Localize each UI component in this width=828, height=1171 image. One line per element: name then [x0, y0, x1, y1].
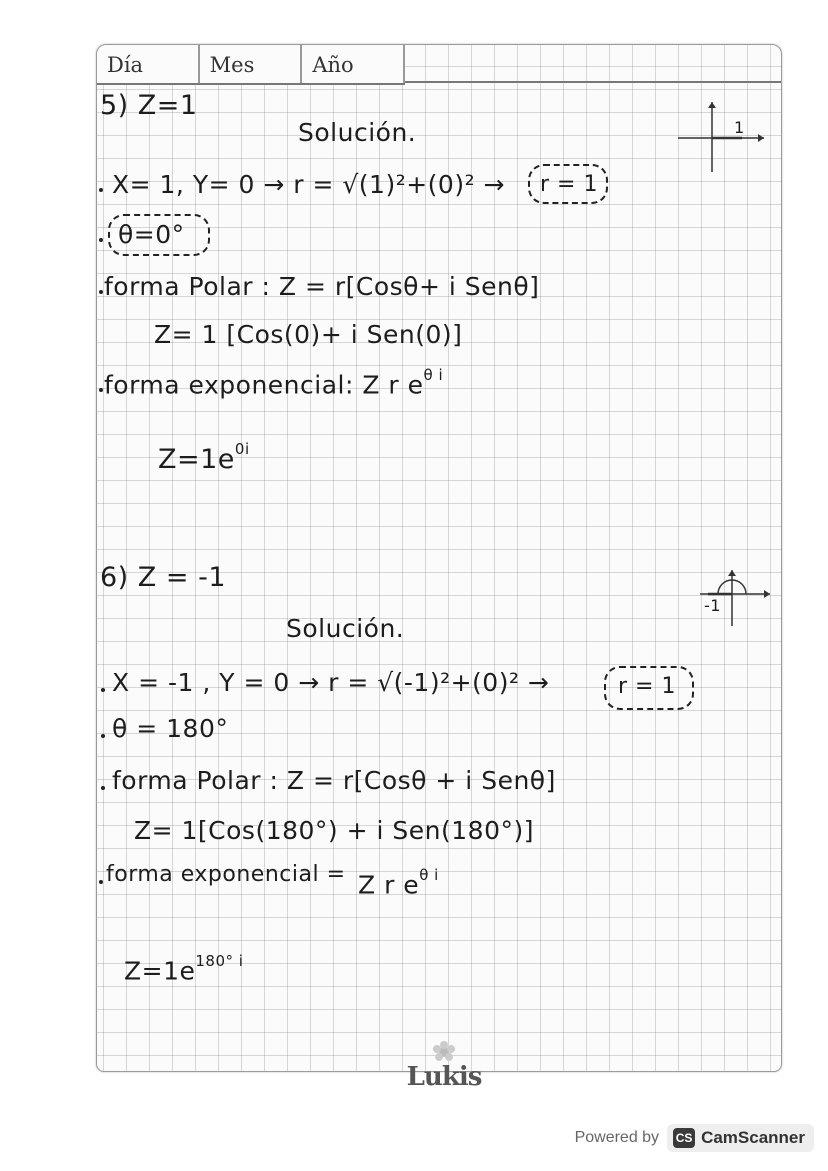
month-field: Mes [200, 45, 303, 83]
bullet [99, 188, 103, 192]
problem6-statement: 6) Z = -1 [100, 562, 226, 593]
bullet [101, 688, 105, 692]
problem6-line1-result: r = 1 [618, 674, 676, 699]
bullet [99, 238, 103, 242]
problem5-line3: forma Polar : Z = r[Cosθ+ i Senθ] [104, 272, 540, 301]
problem5-line6-text: Z=1e [158, 444, 235, 475]
problem6-line5-expr: Z r e [358, 870, 420, 900]
problem5-statement: 5) Z=1 [100, 90, 198, 121]
problem6-line5-text: forma exponencial = [106, 862, 346, 887]
camscanner-watermark [575, 1124, 814, 1152]
day-field: Día [97, 45, 200, 83]
axis-sketch-5 [672, 92, 772, 180]
lukis-logo [404, 1040, 484, 1098]
year-field: Año [302, 45, 405, 83]
powered-by-label: Powered by [574, 1129, 660, 1146]
problem5-line1: X= 1, Y= 0 → r = √(1)²+(0)² → [112, 170, 505, 199]
problem5-line2: θ=0° [118, 220, 185, 249]
problem5-line6-exponent: 0i [234, 440, 250, 458]
camscanner-name: CamScanner [701, 1128, 805, 1147]
problem6-line2: θ = 180° [112, 714, 229, 743]
axis-sketch-6-label: -1 [704, 596, 721, 615]
problem6-line5-exponent: θ i [419, 866, 439, 884]
camscanner-icon: CS [673, 1128, 695, 1148]
problem6-line5-expression [358, 866, 439, 900]
problem6-line1: X = -1 , Y = 0 → r = √(-1)²+(0)² → [112, 668, 550, 697]
bullet [99, 880, 103, 884]
problem5-line5-exponent: θ i [423, 366, 444, 384]
problem5-line5 [104, 366, 444, 400]
problem5-solution-title: Solución. [298, 118, 417, 147]
problem6-line6-exponent: 180° i [195, 952, 244, 970]
camscanner-badge [667, 1124, 814, 1152]
problem5-line6 [158, 440, 250, 475]
logo-text: Lukis [406, 1062, 482, 1092]
date-header [97, 45, 405, 85]
bullet [99, 290, 103, 294]
axis-sketch-5-label: 1 [734, 118, 745, 137]
problem5-line1-result: r = 1 [540, 172, 598, 197]
problem5-line5-text: forma exponencial: Z r e [104, 370, 424, 400]
problem6-line4: Z= 1[Cos(180°) + i Sen(180°)] [134, 816, 534, 845]
problem6-solution-title: Solución. [286, 614, 405, 643]
problem6-line3: forma Polar : Z = r[Cosθ + i Senθ] [112, 766, 556, 795]
bullet [99, 388, 103, 392]
header-rule [405, 81, 781, 83]
bullet [101, 734, 105, 738]
problem6-line6-text: Z=1e [124, 956, 196, 986]
bullet [101, 786, 105, 790]
problem5-line4: Z= 1 [Cos(0)+ i Sen(0)] [154, 320, 463, 349]
problem6-line6 [124, 952, 244, 986]
